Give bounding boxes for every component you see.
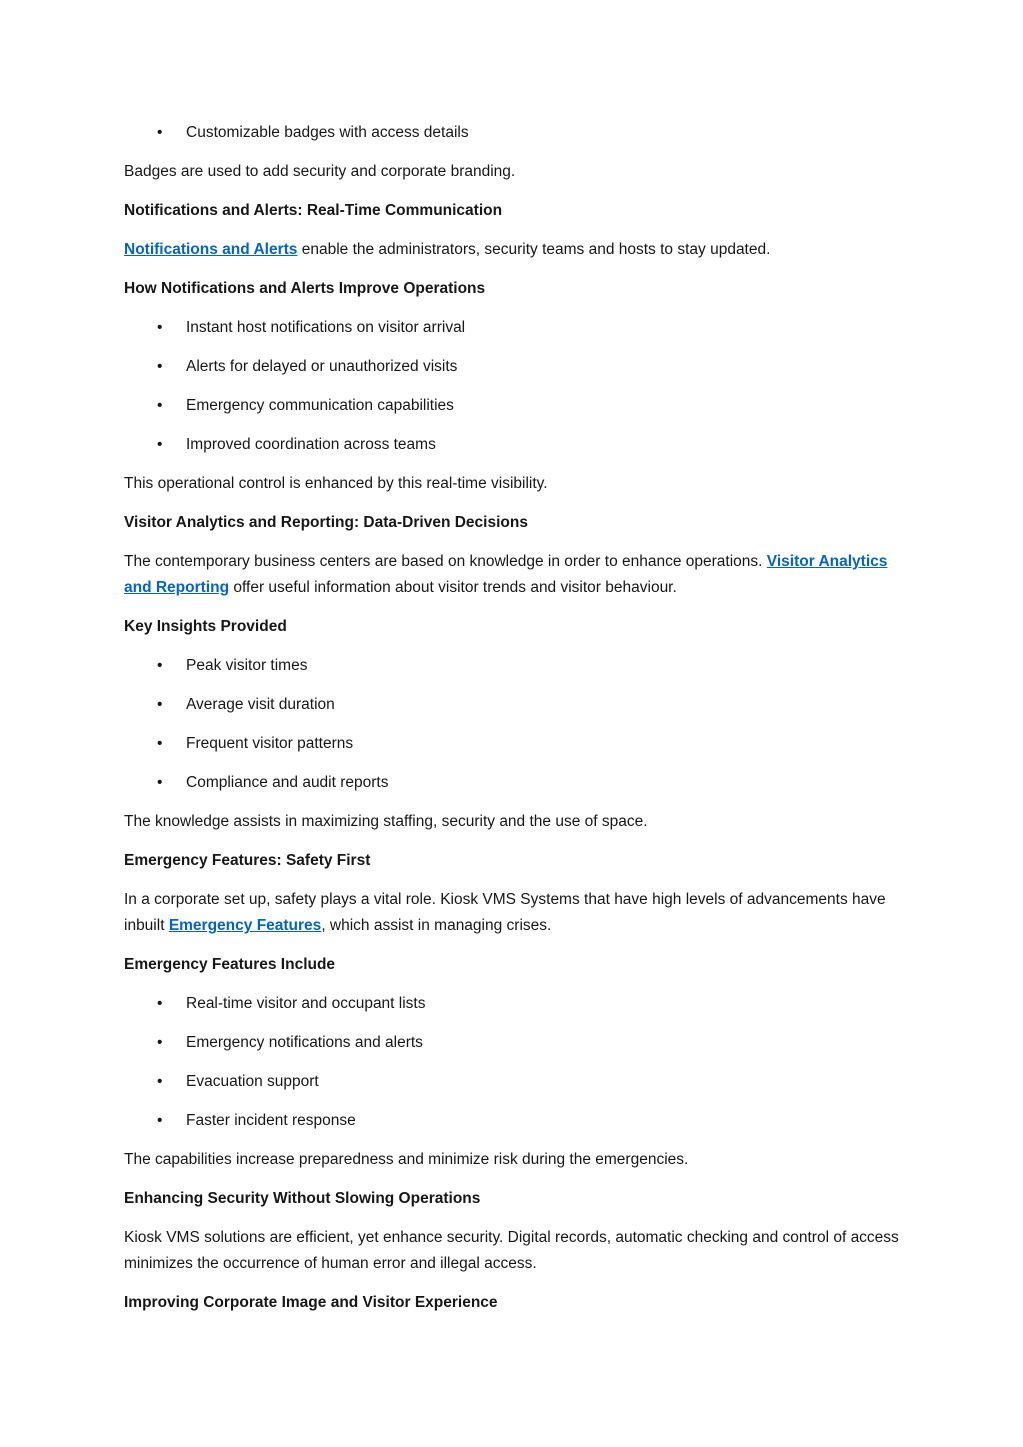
paragraph: The knowledge assists in maximizing staffing, security and the use of space. xyxy=(124,813,648,830)
paragraph xyxy=(124,237,899,263)
analytics-bullet-list xyxy=(124,653,899,796)
bullet-item: • Frequent visitor patterns xyxy=(124,731,899,757)
badges-bullet-list xyxy=(124,120,899,146)
notifications-and-alerts-link[interactable]: Notifications and Alerts xyxy=(124,241,298,258)
visitor-analytics-link[interactable]: Visitor Analytics and Reporting xyxy=(124,553,888,596)
paragraph-text: , which assist in managing crises. xyxy=(321,917,552,934)
paragraph xyxy=(124,549,899,601)
paragraph xyxy=(124,887,899,939)
bullet-item: • Instant host notifications on visitor arrival xyxy=(124,315,899,341)
emergency-bullet-list xyxy=(124,991,899,1134)
bullet-item: • Average visit duration xyxy=(124,692,899,718)
section-heading-emergency-include: Emergency Features Include xyxy=(124,956,336,973)
paragraph-text: In a corporate set up, safety plays a vital role. Kiosk VMS Systems that have high levels of advancements have inbuilt xyxy=(124,891,886,934)
bullet-item: • Customizable badges with access details xyxy=(124,120,899,146)
bullet-item: • Real-time visitor and occupant lists xyxy=(124,991,899,1017)
notifications-bullet-list xyxy=(124,315,899,458)
section-heading-notifications: Notifications and Alerts: Real-Time Communication xyxy=(124,202,503,219)
section-heading-emergency: Emergency Features: Safety First xyxy=(124,852,371,869)
paragraph-text: offer useful information about visitor trends and visitor behaviour. xyxy=(229,579,677,596)
section-heading-key-insights: Key Insights Provided xyxy=(124,618,287,635)
section-heading-corporate-image: Improving Corporate Image and Visitor Experience xyxy=(124,1294,498,1311)
paragraph: Badges are used to add security and corporate branding. xyxy=(124,163,516,180)
paragraph-text: enable the administrators, security teams and hosts to stay updated. xyxy=(297,241,771,258)
paragraph-text: The contemporary business centers are based on knowledge in order to enhance operations. xyxy=(124,553,767,570)
emergency-features-link[interactable]: Emergency Features xyxy=(168,917,322,934)
section-heading-notifications-improve: How Notifications and Alerts Improve Operations xyxy=(124,280,486,297)
bullet-item: • Compliance and audit reports xyxy=(124,770,899,796)
bullet-item: • Evacuation support xyxy=(124,1069,899,1095)
bullet-item: • Faster incident response xyxy=(124,1108,899,1134)
section-heading-analytics: Visitor Analytics and Reporting: Data-Driven Decisions xyxy=(124,514,528,531)
bullet-item: • Emergency communication capabilities xyxy=(124,393,899,419)
paragraph: Kiosk VMS solutions are efficient, yet enhance security. Digital records, automatic checking and control of access minimizes the occurrence of human error and illegal access. xyxy=(124,1229,899,1272)
section-heading-security: Enhancing Security Without Slowing Operations xyxy=(124,1190,481,1207)
bullet-item: • Peak visitor times xyxy=(124,653,899,679)
bullet-item: • Alerts for delayed or unauthorized visits xyxy=(124,354,899,380)
bullet-item: • Improved coordination across teams xyxy=(124,432,899,458)
bullet-item: • Emergency notifications and alerts xyxy=(124,1030,899,1056)
paragraph: This operational control is enhanced by this real-time visibility. xyxy=(124,475,548,492)
paragraph: The capabilities increase preparedness and minimize risk during the emergencies. xyxy=(124,1151,689,1168)
